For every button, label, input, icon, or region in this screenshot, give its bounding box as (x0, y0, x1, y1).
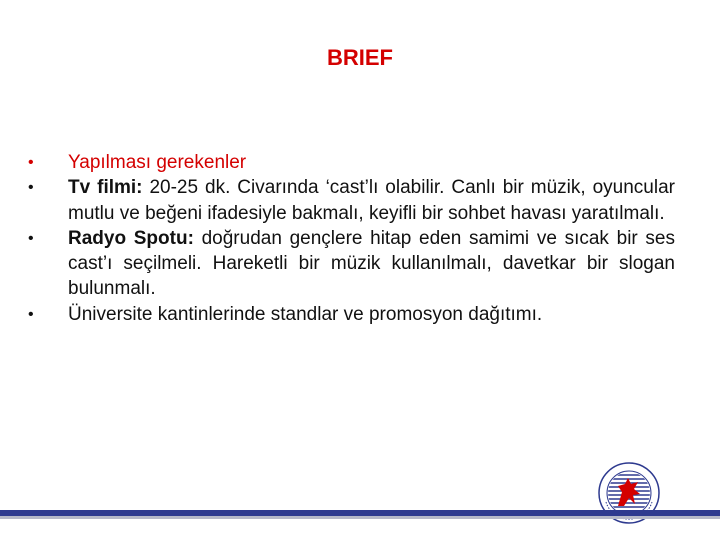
slide-title: BRIEF (327, 45, 393, 70)
bullet-label: Radyo Spotu: (68, 227, 194, 249)
bullet-item (25, 150, 675, 175)
bullet-text: Yapılması gerekenler (68, 152, 247, 173)
bullet-label: Tv filmi: (68, 177, 143, 199)
footer-bar-shadow (0, 516, 720, 519)
bullet-text: 20-25 dk. Civarında ‘cast’lı olabilir. Canlı bir müzik, oyuncular mutlu ve beğeni ifadesiyle bakmalı, keyifli bir sohbet havası yaratılmalı. (68, 177, 675, 224)
bullet-item (25, 175, 675, 226)
bullet-text: doğrudan gençlere hitap eden samimi ve sıcak bir ses cast’ı seçilmeli. Hareketli bir müzik kullanılmalı, davetkar bir slogan bulunmalı. (68, 227, 675, 300)
bullet-item (25, 226, 675, 302)
bullet-text: Üniversite kantinlerinde standlar ve promosyon dağıtımı. (68, 303, 543, 325)
bullet-item (25, 302, 675, 327)
bullet-list (25, 150, 675, 327)
